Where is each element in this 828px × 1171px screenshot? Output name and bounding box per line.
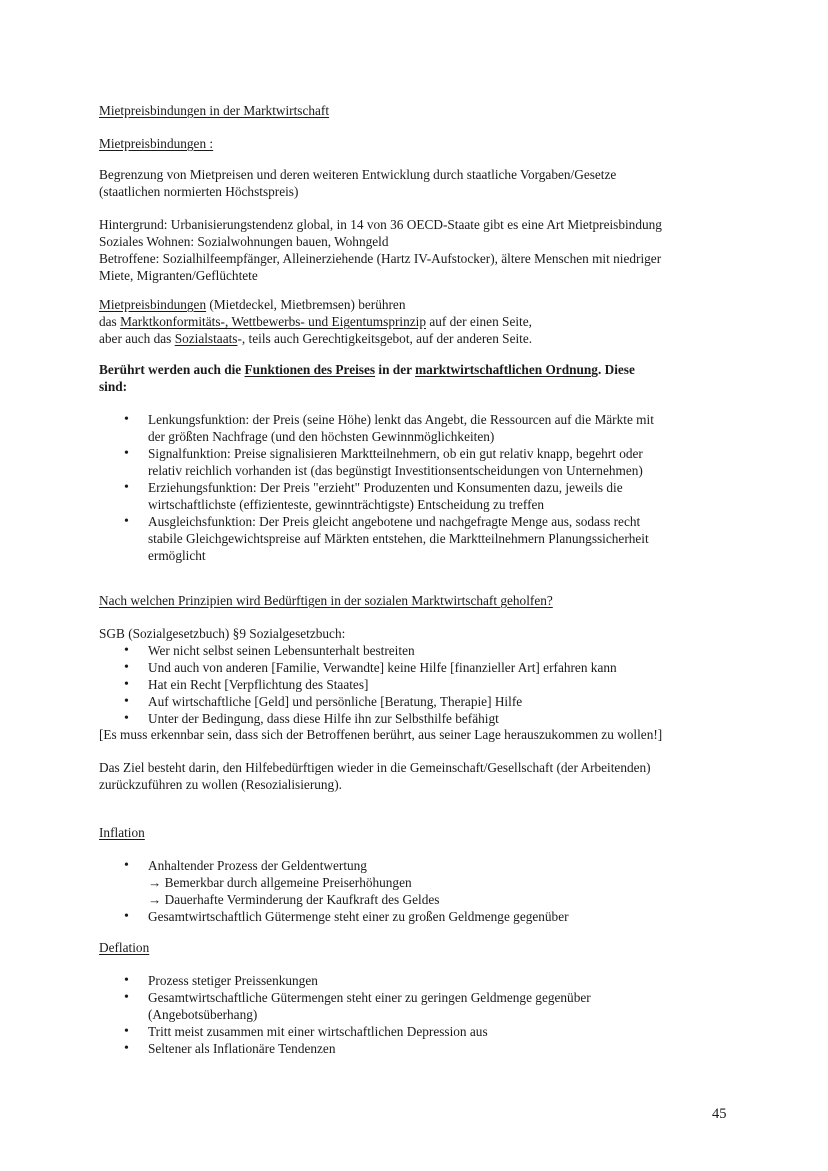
list-item-line: • Ausgleichsfunktion: Der Preis gleicht angebotene und nachgefragte Menge aus, sodass recht bbox=[148, 514, 641, 529]
principles-line-3-post: -, teils auch Gerechtigkeitsgebot, auf der anderen Seite. bbox=[237, 331, 533, 346]
sgb-intro: SGB (Sozialgesetzbuch) §9 Sozialgesetzbuch: bbox=[99, 626, 346, 641]
list-item: • Auf wirtschaftliche [Geld] und persönliche [Beratung, Therapie] Hilfe bbox=[122, 693, 742, 710]
definition-line-2: (staatlichen normierten Höchstspreis) bbox=[99, 184, 299, 199]
definition-line-1: Begrenzung von Mietpreisen und deren weiteren Entwicklung durch staatliche Vorgaben/Gesetze bbox=[99, 167, 617, 182]
term-marktwirtschaftliche-ordnung: marktwirtschaftlichen Ordnung bbox=[415, 362, 598, 377]
price-functions-intro bbox=[99, 361, 739, 395]
inflation-list bbox=[122, 857, 742, 925]
term-marktkonformitaet: Marktkonformitäts-, Wettbewerbs- und Eigentumsprinzip bbox=[120, 314, 426, 329]
definition-paragraph bbox=[99, 166, 739, 200]
list-item-subline: → Dauerhafte Verminderung der Kaufkraft des Geldes bbox=[148, 892, 440, 907]
section-heading-deflation: Deflation bbox=[99, 940, 150, 955]
list-item-line: • Signalfunktion: Preise signalisieren Marktteilnehmern, ob ein gut relativ knapp, begehrt oder bbox=[148, 446, 643, 461]
background-line-1: Hintergrund: Urbanisierungstendenz global, in 14 von 36 OECD-Staate gibt es eine Art Mietpreisbindung bbox=[99, 217, 662, 232]
list-item-line: ermöglicht bbox=[148, 548, 206, 563]
principles-paragraph bbox=[99, 296, 739, 347]
list-item: • Seltener als Inflationäre Tendenzen bbox=[122, 1040, 742, 1057]
price-functions-intro-line-1 bbox=[99, 361, 739, 378]
background-line-4: Miete, Migranten/Geflüchtete bbox=[99, 268, 258, 283]
list-item bbox=[122, 411, 742, 445]
price-functions-list bbox=[122, 411, 742, 564]
list-item bbox=[122, 513, 742, 564]
principles-line-2-pre: das bbox=[99, 314, 121, 329]
list-item bbox=[122, 857, 742, 908]
sgb-list bbox=[122, 642, 742, 727]
term-sozialstaats: Sozialstaats bbox=[174, 331, 238, 346]
list-item: • Prozess stetiger Preissenkungen bbox=[122, 972, 742, 989]
principles-line-3 bbox=[99, 330, 739, 347]
principles-line-3-pre: aber auch das bbox=[99, 331, 175, 346]
principles-line-2 bbox=[99, 313, 739, 330]
list-item: • Und auch von anderen [Familie, Verwandte] keine Hilfe [finanzieller Art] erfahren kann bbox=[122, 659, 742, 676]
list-item: • Tritt meist zusammen mit einer wirtschaftlichen Depression aus bbox=[122, 1023, 742, 1040]
list-item: • Wer nicht selbst seinen Lebensunterhalt bestreiten bbox=[122, 642, 742, 659]
principles-line-2-post: auf der einen Seite, bbox=[426, 314, 532, 329]
price-functions-intro-line-2: sind: bbox=[99, 379, 128, 394]
list-item bbox=[122, 445, 742, 479]
deflation-list bbox=[122, 972, 742, 1057]
list-item: • Gesamtwirtschaftlich Gütermenge steht einer zu großen Geldmenge gegenüber bbox=[122, 908, 742, 925]
list-item-line: stabile Gleichgewichtspreise auf Märkten entstehen, die Marktteilnehmern Planungssicherheit bbox=[148, 531, 649, 546]
term-mietpreisbindungen: Mietpreisbindungen bbox=[99, 297, 207, 312]
background-line-3: Betroffene: Sozialhilfeempfänger, Alleinerziehende (Hartz IV-Aufstocker), ältere Menschen mit niedriger bbox=[99, 251, 662, 266]
principles-line-1-text: (Mietdeckel, Mietbremsen) berühren bbox=[206, 297, 406, 312]
list-item: • Unter der Bedingung, dass diese Hilfe ihn zur Selbsthilfe befähigt bbox=[122, 710, 742, 727]
intro-pre: Berührt werden auch die bbox=[99, 362, 245, 377]
list-item-line: relativ reichlich vorhanden ist (das begünstigt Investitionsentscheidungen von Unternehmen) bbox=[148, 463, 643, 478]
intro-post: . Diese bbox=[597, 362, 635, 377]
page-number: 45 bbox=[712, 1106, 727, 1122]
principles-line-1 bbox=[99, 296, 739, 313]
background-paragraph bbox=[99, 216, 739, 284]
intro-mid: in der bbox=[375, 362, 416, 377]
list-item: • Hat ein Recht [Verpflichtung des Staates] bbox=[122, 676, 742, 693]
list-item-line: der größten Nachfrage (und den höchsten Gewinnmöglichkeiten) bbox=[148, 429, 495, 444]
section-heading-beduerftige: Nach welchen Prinzipien wird Bedürftigen in der sozialen Marktwirtschaft geholfen? bbox=[99, 593, 553, 608]
term-funktionen-des-preises: Funktionen des Preises bbox=[244, 362, 376, 377]
list-item bbox=[122, 989, 742, 1023]
list-item-line: wirtschaftlichste (effizienteste, gewinnträchtigste) Entscheidung zu treffen bbox=[148, 497, 545, 512]
goal-line-2: zurückzuführen zu wollen (Resozialisierung). bbox=[99, 777, 342, 792]
section-heading-inflation: Inflation bbox=[99, 825, 145, 840]
page-title: Mietpreisbindungen in der Marktwirtschaft bbox=[99, 103, 330, 118]
goal-line-1: Das Ziel besteht darin, den Hilfebedürftigen wieder in die Gemeinschaft/Gesellschaft (der Arbeitenden) bbox=[99, 760, 651, 775]
list-item-line: • Lenkungsfunktion: der Preis (seine Höhe) lenkt das Angebt, die Ressourcen auf die Märkte mit bbox=[148, 412, 654, 427]
list-item-line: • Gesamtwirtschaftliche Gütermengen steht einer zu geringen Geldmenge gegenüber bbox=[148, 990, 591, 1005]
list-item-line: • Anhaltender Prozess der Geldentwertung bbox=[148, 858, 367, 873]
list-item-line: (Angebotsüberhang) bbox=[148, 1007, 258, 1022]
list-item-line: • Erziehungsfunktion: Der Preis "erzieht" Produzenten und Konsumenten dazu, jeweils die bbox=[148, 480, 623, 495]
background-line-2: Soziales Wohnen: Sozialwohnungen bauen, Wohngeld bbox=[99, 234, 389, 249]
goal-paragraph bbox=[99, 759, 739, 793]
section-heading-mietpreisbindungen: Mietpreisbindungen : bbox=[99, 136, 214, 151]
list-item-subline: → Bemerkbar durch allgemeine Preiserhöhungen bbox=[148, 875, 412, 890]
list-item bbox=[122, 479, 742, 513]
sgb-note: [Es muss erkennbar sein, dass sich der Betroffenen berührt, aus seiner Lage herauszukommen zu wollen!] bbox=[99, 727, 663, 742]
